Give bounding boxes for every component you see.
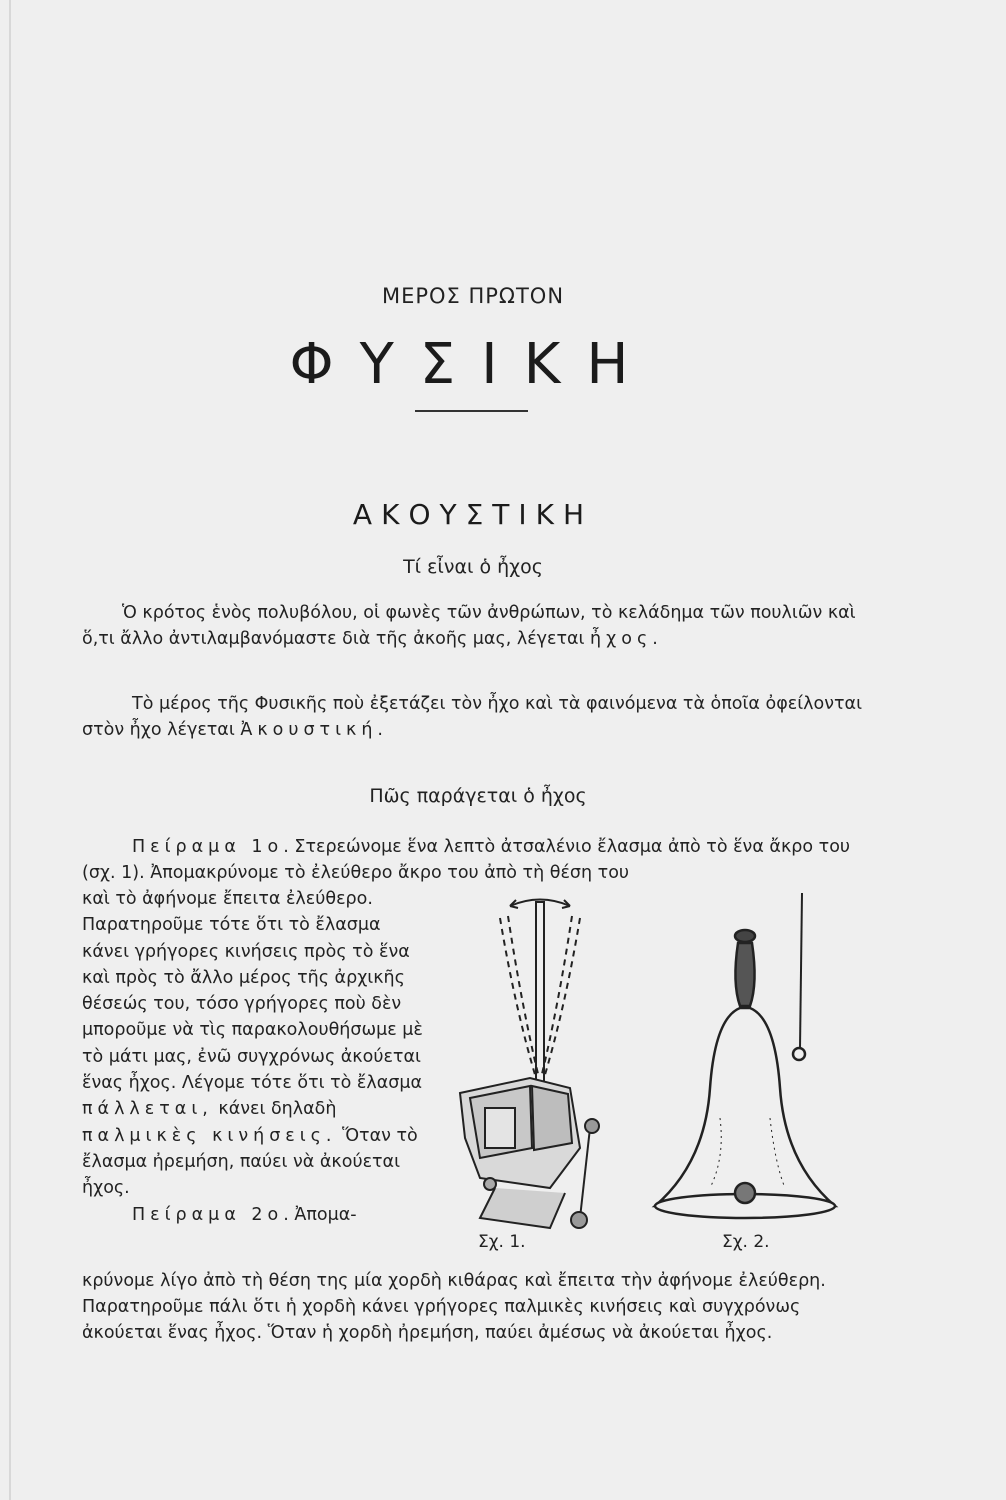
subheading-what-is-sound: Τί εἶναι ὁ ἦχος	[403, 556, 543, 578]
vise-with-blade-figure	[460, 900, 599, 1229]
main-title: ΦΥΣΙΚΗ	[289, 332, 655, 397]
emphasis-sound: ἦχος.	[590, 629, 663, 649]
figures-illustration	[440, 888, 860, 1258]
paragraph-text: Ὁ κρότος ἑνὸς πολυβόλου, οἱ φωνὲς τῶν ἀνθρώπων, τὸ κελάδημα τῶν πουλιῶν καὶ ὅ,τι ἄλλο ἀντιλαμβανόμαστε διὰ τῆς ἀκοῆς μας, λέγεται	[82, 603, 856, 649]
experiment-narrow-column	[82, 886, 427, 1228]
experiment1-text-narrow-3: Ὅταν τὸ ἔλασμα ἠρεμήση, παύει νὰ ἀκούεται ἦχος.	[82, 1125, 418, 1199]
experiment2-text-narrow: . Ἀπομα-	[283, 1204, 357, 1225]
paragraph-text: Τὸ μέρος τῆς Φυσικῆς ποὺ ἐξετάζει τὸν ἦχο καὶ τὰ φαινόμενα τὰ ὁποῖα ὀφείλονται στὸν ἦχο λέγεται	[82, 694, 862, 740]
subheading-how-sound-produced: Πῶς παράγεται ὁ ἦχος	[369, 785, 587, 807]
experiment2-wide-text: κρύνομε λίγο ἀπὸ τὴ θέση της μία χορδὴ κιθάρας καὶ ἔπειτα τὴν ἀφήνομε ἐλεύθερη. Παρατηροῦμε πάλι ὅτι ἡ χορδὴ κάνει γρήγορες παλμικὲς κινήσεις καὶ συγχρόνως ἀκούεται ἕνας ἦχος. Ὅταν ἡ χορδὴ ἠρεμήση, παύει ἀμέσως νὰ ἀκούεται ἦχος.	[82, 1271, 826, 1343]
bell-figure	[655, 893, 835, 1218]
part-label: ΜΕΡΟΣ ΠΡΩΤΟΝ	[381, 284, 565, 308]
paragraph-acoustics-definition	[82, 691, 868, 743]
emphasis-acoustics: Ἀκουστική.	[240, 720, 388, 740]
word-vibrates: πάλλεται,	[82, 1099, 213, 1120]
experiment2-start	[82, 1202, 427, 1228]
title-divider	[415, 410, 528, 412]
section-title: ΑΚΟΥΣΤΙΚΗ	[352, 498, 594, 531]
experiment2-label: Πείραμα 2ο	[132, 1204, 284, 1225]
experiment1-text-narrow-1: καὶ τὸ ἀφήνομε ἔπειτα ἐλεύθερο. Παρατηροῦμε τότε ὅτι τὸ ἔλασμα κάνει γρήγορες κινήσεις πρὸς τὸ ἕνα καὶ πρὸς τὸ ἄλλο μέρος τῆς ἀρχικῆς θέσεώς του, τόσο γρήγορες ποὺ δὲν μποροῦμε νὰ τὶς παρακολουθήσωμε μὲ τὸ μάτι μας, ἐνῶ συγχρόνως ἀκούεται ἕνας ἦχος. Λέγομε τότε ὅτι τὸ ἔλασμα	[82, 889, 423, 1094]
experiment1-text-narrow-2: κάνει δηλαδὴ	[212, 1099, 337, 1120]
figure-caption-1: Σχ. 1.	[478, 1232, 526, 1252]
experiment1-label: Πείραμα 1ο	[132, 837, 284, 857]
page-spine-shadow	[9, 0, 11, 1500]
experiment1-text-wide: . Στερεώνομε ἕνα λεπτὸ ἀτσαλένιο ἔλασμα ἀπὸ τὸ ἕνα ἄκρο του (σχ. 1). Ἀπομακρύνομε τὸ ἐλεύθερο ἄκρο του ἀπὸ τὴ θέση του	[82, 837, 851, 883]
paragraph-sound-definition	[82, 600, 868, 652]
figure-caption-2: Σχ. 2.	[722, 1232, 770, 1252]
word-vibrational-motions: παλμικὲς κινήσεις.	[82, 1125, 337, 1146]
experiment1-wide-text	[82, 834, 868, 886]
